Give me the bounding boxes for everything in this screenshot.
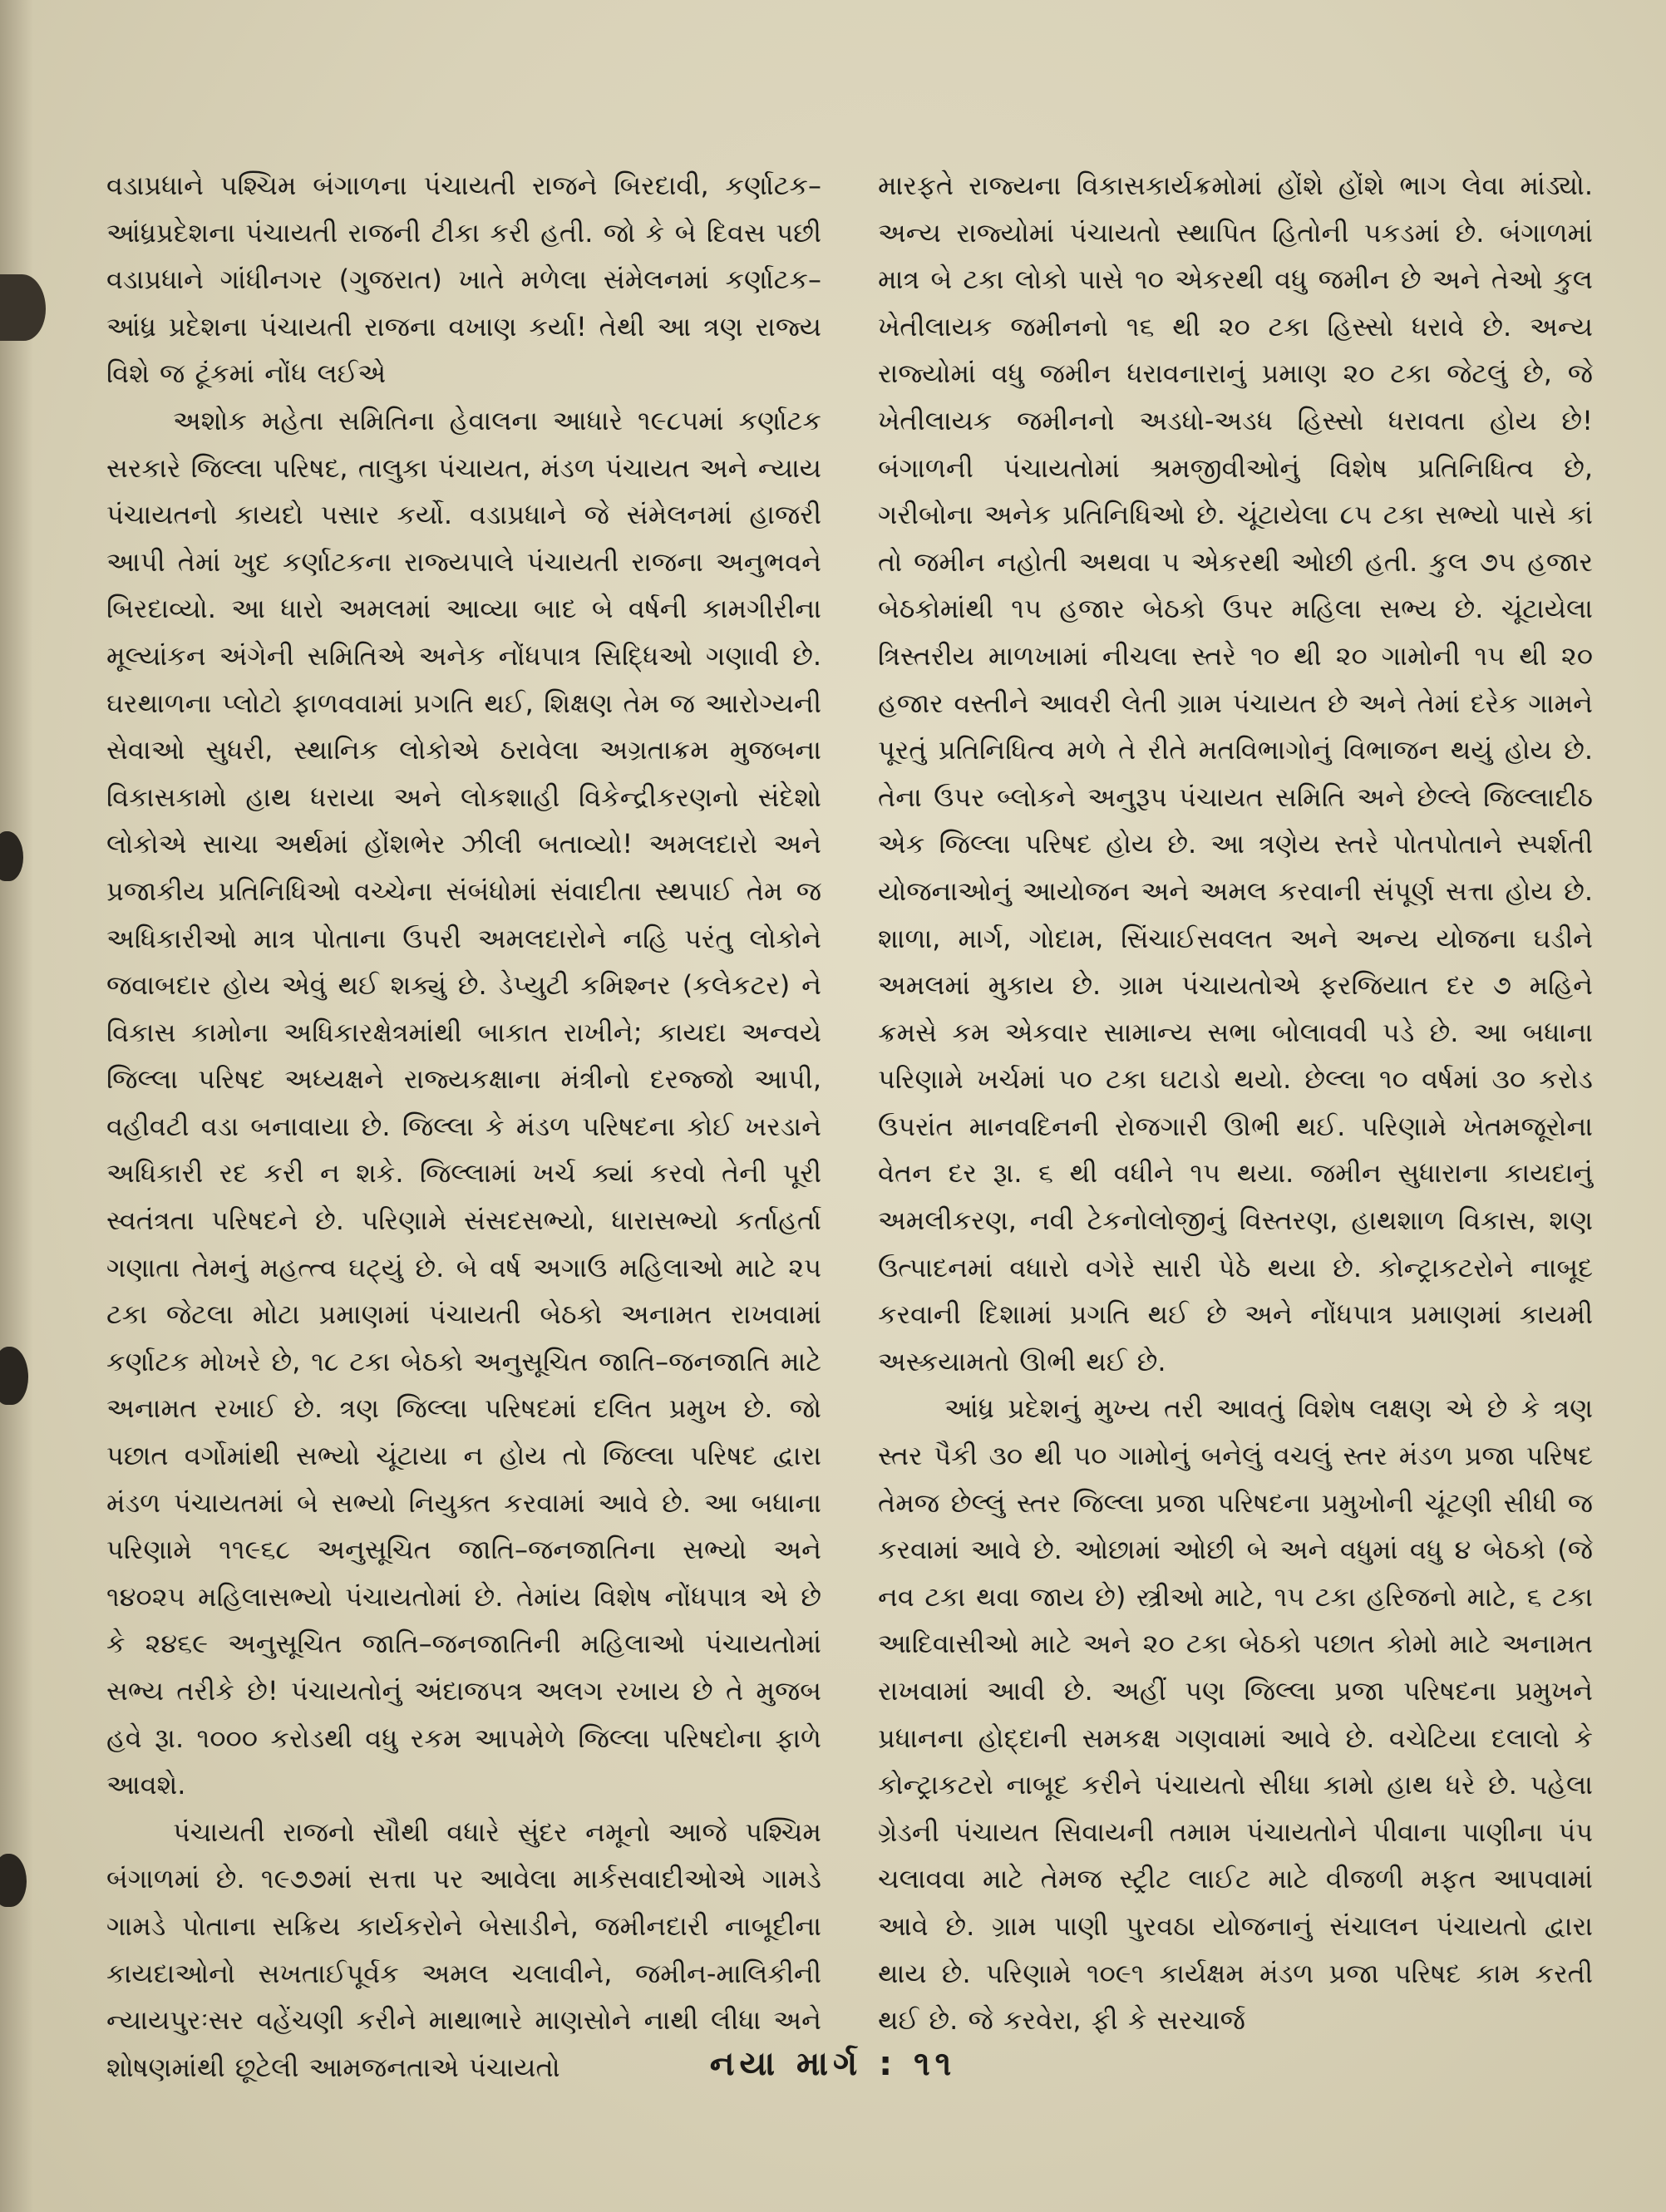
page-footer-folio: નયા માર્ગ : ૧૧ [709, 2045, 957, 2083]
article-paragraph: વડાપ્રધાને પશ્ચિમ બંગાળના પંચાયતી રાજને બિરદાવી, કર્ણાટક–આંધ્રપ્રદેશના પંચાયતી રાજની ટીકા કરી હતી. જો કે બે દિવસ પછી વડાપ્રધાને ગાંધીનગર (ગુજરાત) ખાતે મળેલા સંમેલનમાં કર્ણાટક–આંધ્ર પ્રદેશના પંચાયતી રાજના વખાણ કર્યા! તેથી આ ત્રણ રાજ્ય વિશે જ ટૂંકમાં નોંધ લઈએ [106, 170, 821, 390]
article-left-column [106, 162, 821, 2083]
article-paragraph: આંધ્ર પ્રદેશનું મુખ્ય તરી આવતું વિશેષ લક્ષણ એ છે કે ત્રણ સ્તર પૈકી ૩૦ થી ૫૦ ગામોનું બનેલું વચલું સ્તર મંડળ પ્રજા પરિષદ તેમજ છેલ્લું સ્તર જિલ્લા પ્રજા પરિષદના પ્રમુખોની ચૂંટણી સીધી જ કરવામાં આવે છે. ઓછામાં ઓછી બે અને વધુમાં વધુ ૪ બેઠકો (જે નવ ટકા થવા જાય છે) સ્ત્રીઓ માટે, ૧૫ ટકા હરિજનો માટે, ૬ ટકા આદિવાસીઓ માટે અને ૨૦ ટકા બેઠકો પછાત કોમો માટે અનામત રાખવામાં આવી છે. અહીં પણ જિલ્લા પ્રજા પરિષદના પ્રમુખને પ્રધાનના હોદ્દાની સમકક્ષ ગણવામાં આવે છે. વચેટિયા દલાલો કે કોન્ટ્રાકટરો નાબૂદ કરીને પંચાયતો સીધા કામો હાથ ધરે છે. પહેલા ગ્રેડની પંચાયત સિવાયની તમામ પંચાયતોને પીવાના પાણીના પંપ ચલાવવા માટે તેમજ સ્ટ્રીટ લાઈટ માટે વીજળી મફત આપવામાં આવે છે. ગ્રામ પાણી પુરવઠા યોજનાનું સંચાલન પંચાયતો દ્વારા થાય છે. પરિણામે ૧૦૯૧ કાર્યક્ષમ મંડળ પ્રજા પરિષદ કામ કરતી થઈ છે. જે કરવેરા, ફી કે સરચાર્જ [878, 1392, 1593, 2037]
article-paragraph: મારફતે રાજ્યના વિકાસકાર્યક્રમોમાં હોંશે હોંશે ભાગ લેવા માંડ્યો. અન્ય રાજ્યોમાં પંચાયતો સ્થાપિત હિતોની પકડમાં છે. બંગાળમાં માત્ર બે ટકા લોકો પાસે ૧૦ એકરથી વધુ જમીન છે અને તેઓ કુલ ખેતીલાયક જમીનનો ૧૬ થી ૨૦ ટકા હિસ્સો ધરાવે છે. અન્ય રાજ્યોમાં વધુ જમીન ધરાવનારાનું પ્રમાણ ૨૦ ટકા જેટલું છે, જે ખેતીલાયક જમીનનો અડધો-અડધ હિસ્સો ધરાવતા હોય છે! બંગાળની પંચાયતોમાં શ્રમજીવીઓનું વિશેષ પ્રતિનિધિત્વ છે, ગરીબોના અનેક પ્રતિનિધિઓ છે. ચૂંટાયેલા ૮૫ ટકા સભ્યો પાસે કાં તો જમીન નહોતી અથવા ૫ એકરથી ઓછી હતી. કુલ ૭૫ હજાર બેઠકોમાંથી ૧૫ હજાર બેઠકો ઉપર મહિલા સભ્ય છે. ચૂંટાયેલા ત્રિસ્તરીય માળખામાં નીચલા સ્તરે ૧૦ થી ૨૦ ગામોની ૧૫ થી ૨૦ હજાર વસ્તીને આવરી લેતી ગ્રામ પંચાયત છે અને તેમાં દરેક ગામને પૂરતું પ્રતિનિધિત્વ મળે તે રીતે મતવિભાગોનું વિભાજન થયું હોય છે. તેના ઉપર બ્લોકને અનુરૂપ પંચાયત સમિતિ અને છેલ્લે જિલ્લાદીઠ એક જિલ્લા પરિષદ હોય છે. આ ત્રણેય સ્તરે પોતપોતાને સ્પર્શતી યોજનાઓનું આયોજન અને અમલ કરવાની સંપૂર્ણ સત્તા હોય છે. શાળા, માર્ગ, ગોદામ, સિંચાઈસવલત અને અન્ય યોજના ઘડીને અમલમાં મુકાય છે. ગ્રામ પંચાયતોએ ફરજિયાત દર ૭ મહિને ક્રમસે કમ એકવાર સામાન્ય સભા બોલાવવી પડે છે. આ બધાના પરિણામે ખર્ચમાં ૫૦ ટકા ઘટાડો થયો. છેલ્લા ૧૦ વર્ષમાં ૩૦ કરોડ ઉપરાંત માનવદિનની રોજગારી ઊભી થઈ. પરિણામે ખેતમજૂરોના વેતન દર રૂા. ૬ થી વધીને ૧૫ થયા. જમીન સુધારાના કાયદાનું અમલીકરણ, નવી ટેકનોલોજીનું વિસ્તરણ, હાથશાળ વિકાસ, શણ ઉત્પાદનમાં વધારો વગેરે સારી પેઠે થયા છે. કોન્ટ્રાકટરોને નાબૂદ કરવાની દિશામાં પ્રગતિ થઈ છે અને નોંધપાત્ર પ્રમાણમાં કાયમી અસ્કયામતો ઊભી થઈ છે. [878, 170, 1593, 1377]
torn-edge-mark [0, 274, 46, 341]
article-paragraph: પંચાયતી રાજનો સૌથી વધારે સુંદર નમૂનો આજે પશ્ચિમ બંગાળમાં છે. ૧૯૭૭માં સત્તા પર આવેલા માર્કસવાદીઓએ ગામડે ગામડે પોતાના સક્રિય કાર્યકરોને બેસાડીને, જમીનદારી નાબૂદીના કાયદાઓનો સખતાઈપૂર્વક અમલ ચલાવીને, જમીન-માલિકીની ન્યાયપુરઃસર વહેંચણી કરીને માથાભારે માણસોને નાથી લીધા અને શોષણમાંથી છૂટેલી આમજનતાએ પંચાયતો [106, 1815, 821, 2083]
article-right-column [878, 162, 1593, 2041]
article-paragraph: અશોક મહેતા સમિતિના હેવાલના આધારે ૧૯૮૫માં કર્ણાટક સરકારે જિલ્લા પરિષદ, તાલુકા પંચાયત, મંડળ પંચાયત અને ન્યાય પંચાયતનો કાયદો પસાર કર્યો. વડાપ્રધાને જે સંમેલનમાં હાજરી આપી તેમાં ખુદ કર્ણાટકના રાજ્યપાલે પંચાયતી રાજના અનુભવને બિરદાવ્યો. આ ધારો અમલમાં આવ્યા બાદ બે વર્ષની કામગીરીના મૂલ્યાંકન અંગેની સમિતિએ અનેક નોંધપાત્ર સિદ્ધિઓ ગણાવી છે. ઘરથાળના પ્લોટો ફાળવવામાં પ્રગતિ થઈ, શિક્ષણ તેમ જ આરોગ્યની સેવાઓ સુધરી, સ્થાનિક લોકોએ ઠરાવેલા અગ્રતાક્રમ મુજબના વિકાસકામો હાથ ધરાયા અને લોકશાહી વિકેન્દ્રીકરણનો સંદેશો લોકોએ સાચા અર્થમાં હોંશભેર ઝીલી બતાવ્યો! અમલદારો અને પ્રજાકીય પ્રતિનિધિઓ વચ્ચેના સંબંધોમાં સંવાદીતા સ્થપાઈ તેમ જ અધિકારીઓ માત્ર પોતાના ઉપરી અમલદારોને નહિ પરંતુ લોકોને જવાબદાર હોય એવું થઈ શક્યું છે. ડેપ્યુટી કમિશ્નર (કલેકટર) ને વિકાસ કામોના અધિકારક્ષેત્રમાંથી બાકાત રાખીને; કાયદા અન્વયે જિલ્લા પરિષદ અધ્યક્ષને રાજ્યકક્ષાના મંત્રીનો દરજ્જો આપી, વહીવટી વડા બનાવાયા છે. જિલ્લા કે મંડળ પરિષદના કોઈ ખરડાને અધિકારી રદ કરી ન શકે. જિલ્લામાં ખર્ચ ક્યાં કરવો તેની પૂરી સ્વતંત્રતા પરિષદને છે. પરિણામે સંસદસભ્યો, ધારાસભ્યો કર્તાહર્તા ગણાતા તેમનું મહત્ત્વ ઘટ્યું છે. બે વર્ષ અગાઉ મહિલાઓ માટે ૨૫ ટકા જેટલા મોટા પ્રમાણમાં પંચાયતી બેઠકો અનામત રાખવામાં કર્ણાટક મોખરે છે, ૧૮ ટકા બેઠકો અનુસૂચિત જાતિ–જનજાતિ માટે અનામત રખાઈ છે. ત્રણ જિલ્લા પરિષદમાં દલિત પ્રમુખ છે. જો પછાત વર્ગોમાંથી સભ્યો ચૂંટાયા ન હોય તો જિલ્લા પરિષદ દ્વારા મંડળ પંચાયતમાં બે સભ્યો નિયુક્ત કરવામાં આવે છે. આ બધાના પરિણામે ૧૧૯૬૮ અનુસૂચિત જાતિ–જનજાતિના સભ્યો અને ૧૪૦૨૫ મહિલાસભ્યો પંચાયતોમાં છે. તેમાંય વિશેષ નોંધપાત્ર એ છે કે ૨૪૬૯ અનુસૂચિત જાતિ–જનજાતિની મહિલાઓ પંચાયતોમાં સભ્ય તરીકે છે! પંચાયતોનું અંદાજપત્ર અલગ રખાય છે તે મુજબ હવે રૂા. ૧૦૦૦ કરોડથી વધુ રકમ આપમેળે જિલ્લા પરિષદોના ફાળે આવશે. [106, 404, 821, 1801]
